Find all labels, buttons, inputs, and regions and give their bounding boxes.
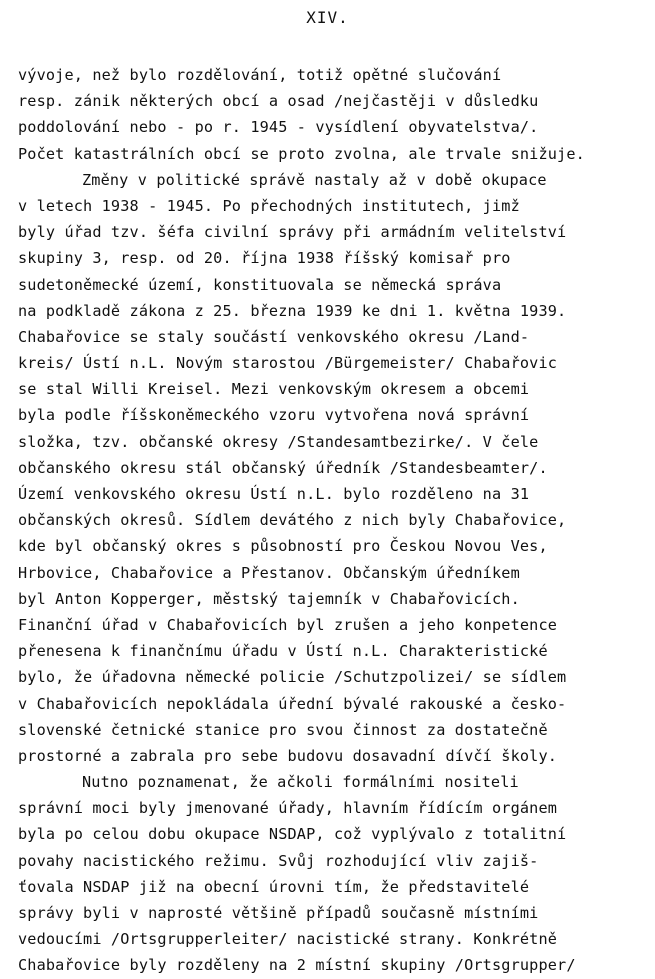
text-line: vedoucími /Ortsgrupperleiter/ nacistické strany. Konkrétně	[18, 930, 558, 949]
text-line: resp. zánik některých obcí a osad /nejčastěji v důsledku	[18, 92, 539, 111]
text-line: byly úřad tzv. šéfa civilní správy při armádním velitelství	[18, 223, 567, 242]
text-line: prostorné a zabrala pro sebe budovu dosavadní dívčí školy.	[18, 746, 558, 765]
text-line: Chabařovice byly rozděleny na 2 místní skupiny /Ortsgrupper/	[18, 956, 576, 975]
text-line: se stal Willi Kreisel. Mezi venkovským okresem a obcemi	[18, 380, 530, 399]
text-line: poddolování nebo - po r. 1945 - vysídlení obyvatelstva/.	[18, 118, 539, 137]
text-line: byla podle říšskoněmeckého vzoru vytvořena nová správní	[18, 406, 530, 425]
text-line: sudetoněmecké území, konstituovala se německá správa	[18, 275, 502, 294]
text-line: přenesena k finančnímu úřadu v Ústí n.L. Charakteristické	[18, 642, 548, 661]
text-line: Hrbovice, Chabařovice a Přestanov. Občanským úředníkem	[18, 563, 520, 582]
text-line: kreis/ Ústí n.L. Novým starostou /Bürgemeister/ Chabařovic	[18, 354, 558, 373]
text-line: byl Anton Kopperger, městský tajemník v Chabařovicích.	[18, 589, 520, 608]
text-line: Území venkovského okresu Ústí n.L. bylo rozděleno na 31	[18, 485, 530, 503]
text-line: byla po celou dobu okupace NSDAP, což vyplývalo z totalitní	[18, 825, 567, 844]
page-number: XIV.	[306, 8, 349, 27]
text-line: skupiny 3, resp. od 20. října 1938 říšský komisař pro	[18, 249, 511, 268]
text-line: vývoje, než bylo rozdělování, totiž opětné slučování	[18, 66, 502, 84]
text-line: Nutno poznamenat, že ačkoli formálními nositeli	[82, 773, 519, 792]
text-line: Chabařovice se staly součástí venkovského okresu /Land-	[18, 327, 530, 346]
text-line: bylo, že úřadovna německé policie /Schutzpolizei/ se sídlem	[18, 668, 567, 687]
text-line: slovenské četnické stanice pro svou činnost za dostatečně	[18, 720, 548, 739]
body-text	[18, 62, 648, 979]
text-line: v Chabařovicích nepokládala úřední bývalé rakouské a česko-	[18, 694, 567, 713]
text-line: v letech 1938 - 1945. Po přechodných institutech, jimž	[18, 196, 520, 215]
text-line: Změny v politické správě nastaly až v době okupace	[82, 170, 547, 189]
text-line: kde byl občanský okres s působností pro Českou Novou Ves,	[18, 537, 548, 556]
text-line: složka, tzv. občanské okresy /Standesamtbezirke/. V čele	[18, 432, 539, 451]
text-line: na podkladě zákona z 25. března 1939 ke dni 1. května 1939.	[18, 301, 567, 320]
text-line: občanského okresu stál občanský úředník /Standesbeamter/.	[18, 458, 548, 477]
text-line: Finanční úřad v Chabařovicích byl zrušen a jeho konpetence	[18, 615, 558, 634]
text-line: občanských okresů. Sídlem devátého z nich byly Chabařovice,	[18, 511, 567, 530]
text-line: správy byli v naprosté většině případů současně místními	[18, 904, 539, 922]
text-line: povahy nacistického režimu. Svůj rozhodující vliv zajiš-	[18, 851, 539, 870]
text-line: ťovala NSDAP již na obecní úrovni tím, že představitelé	[18, 877, 530, 896]
text-line: správní moci byly jmenované úřady, hlavním řídícím orgánem	[18, 799, 558, 818]
text-line: Počet katastrálních obcí se proto zvolna, ale trvale snižuje.	[18, 144, 585, 163]
